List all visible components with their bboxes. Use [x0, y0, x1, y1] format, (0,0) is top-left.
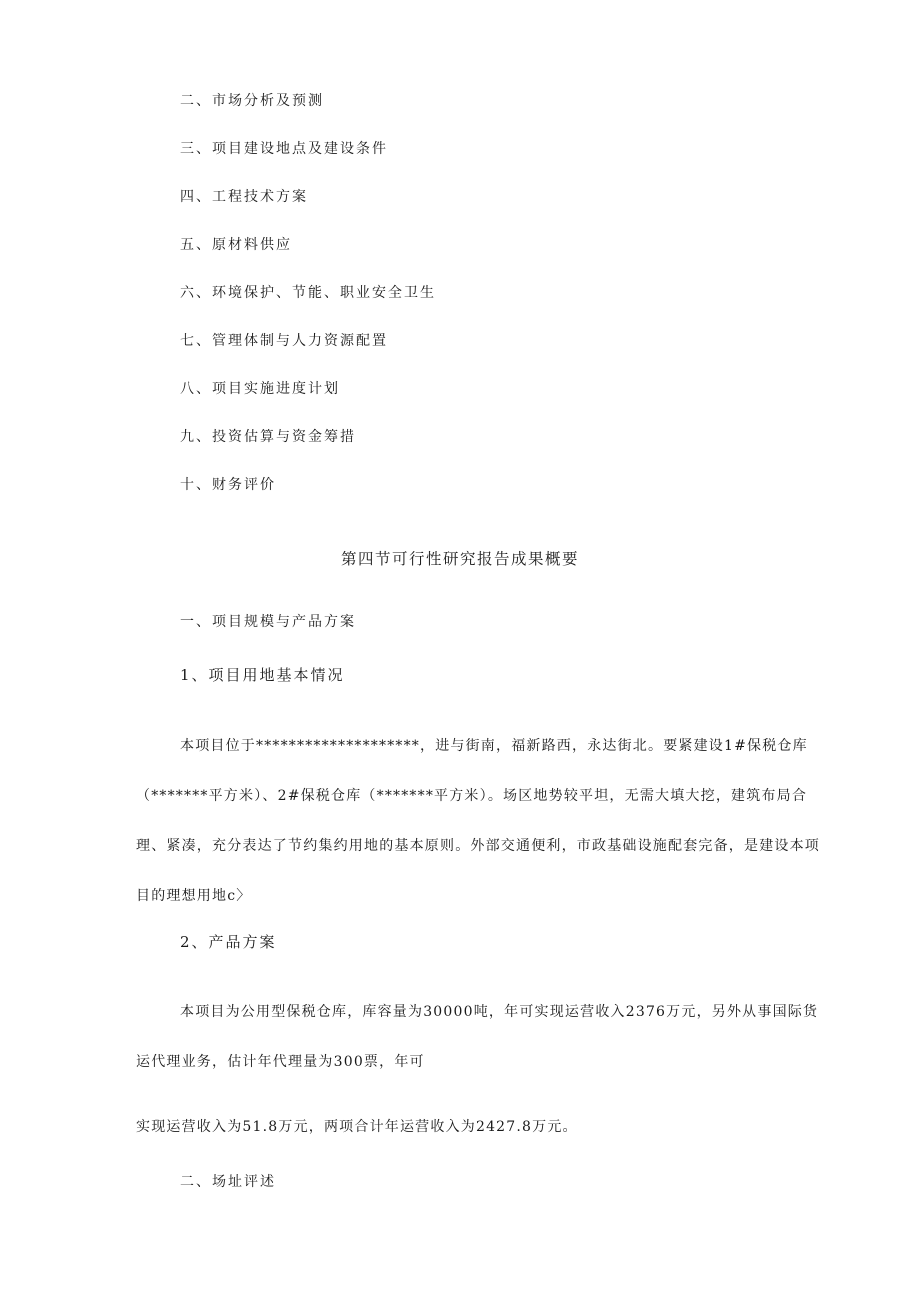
toc-item: 八、项目实施进度计划	[180, 381, 340, 397]
paragraph: 本项目位于********************，进与街南，福新路西，永达街北。要紧建设1#保税仓库（*******平方米）、2#保税仓库（*******平方米）。场区地势较平坦，无需大填大挖，建筑布局合理、紧凑，充分表达了节约集约用地的基本原则。外部交通便利，市政基础设施配套完备，是建设本项目的理想用地c〉	[136, 738, 820, 904]
paragraph: 本项目为公用型保税仓库，库容量为30000吨，年可实现运营收入2376万元，另外从事国际货运代理业务，估计年代理量为300票，年可	[136, 1004, 819, 1070]
sub-heading: 2、产品方案	[180, 933, 277, 951]
sub-heading: 1、项目用地基本情况	[180, 666, 345, 684]
toc-item: 三、项目建设地点及建设条件	[180, 141, 388, 157]
toc-item: 九、投资估算与资金筹措	[180, 429, 356, 445]
toc-item: 七、管理体制与人力资源配置	[180, 333, 388, 349]
part-heading: 一、项目规模与产品方案	[180, 614, 356, 630]
part-heading: 二、场址评述	[180, 1174, 276, 1190]
toc-item: 四、工程技术方案	[180, 189, 308, 205]
toc-item: 六、环境保护、节能、职业安全卫生	[180, 285, 436, 301]
paragraph-continuation: 实现运营收入为51.8万元，两项合计年运营收入为2427.8万元。	[136, 1119, 578, 1135]
toc-item: 十、财务评价	[180, 477, 276, 493]
toc-item: 二、市场分析及预测	[180, 93, 324, 109]
toc-item: 五、原材料供应	[180, 237, 292, 253]
section-title: 第四节可行性研究报告成果概要	[340, 550, 579, 568]
